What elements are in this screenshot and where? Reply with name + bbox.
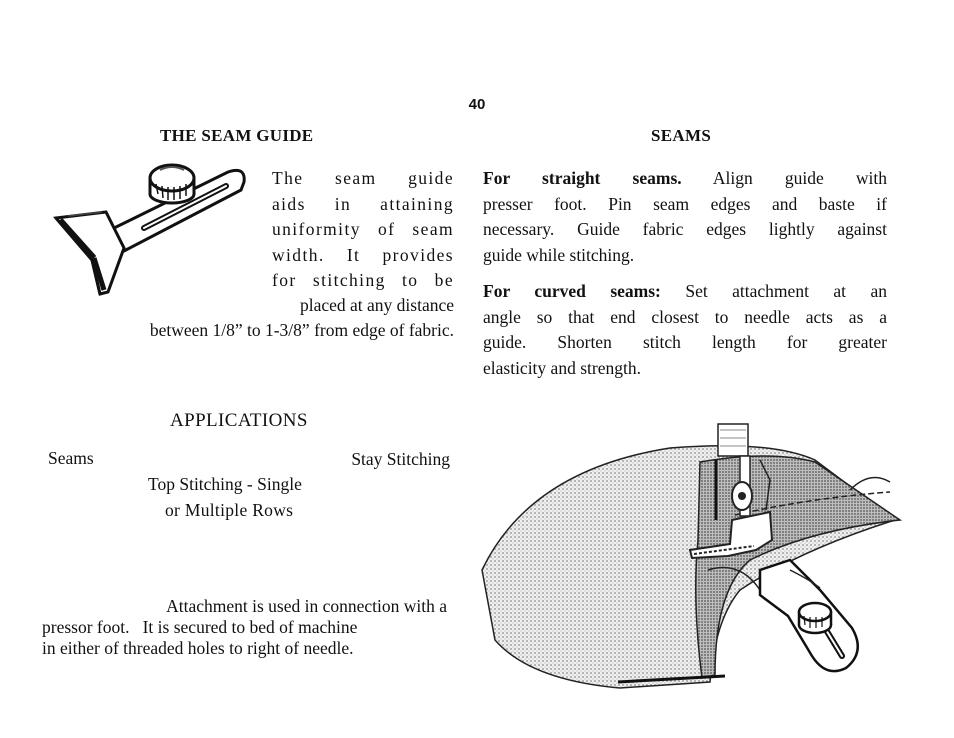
curved-line-2: angle so that end closest to needle acts as a bbox=[483, 306, 887, 327]
intro-line-2: aids in attaining bbox=[272, 193, 454, 214]
page-number: 40 bbox=[468, 96, 486, 113]
straight-line-1: Align guide with bbox=[681, 168, 888, 188]
intro-line-3: uniformity of seam bbox=[272, 219, 454, 239]
intro-line-6: placed at any distance bbox=[299, 295, 454, 315]
straight-line-3: necessary. Guide fabric edges lightly against bbox=[483, 219, 887, 239]
straight-line-4: guide while stitching. bbox=[483, 244, 635, 265]
attachment-paragraph bbox=[42, 596, 447, 659]
curved-seams-paragraph bbox=[483, 279, 887, 381]
intro-line-1: The seam guide bbox=[272, 168, 454, 188]
application-stay-stitching: Stay Stitching bbox=[351, 449, 450, 469]
attachment-line-2: pressor foot. It is secured to bed of machine bbox=[42, 617, 358, 637]
straight-seams-paragraph bbox=[483, 166, 887, 268]
seam-guide-intro bbox=[272, 166, 454, 294]
curved-line-1: Set attachment at an bbox=[660, 281, 887, 301]
seams-title: SEAMS bbox=[651, 126, 712, 145]
intro-line-4: width. It provides bbox=[272, 244, 454, 265]
curved-seams-label: For curved seams: bbox=[483, 281, 661, 301]
straight-seams-label: For straight seams. bbox=[483, 168, 682, 188]
seam-guide-title: THE SEAM GUIDE bbox=[160, 126, 314, 145]
intro-line-5: for stitching to be bbox=[272, 270, 454, 290]
application-multiple-rows: or Multiple Rows bbox=[165, 500, 294, 520]
applications-title: APPLICATIONS bbox=[170, 410, 308, 431]
curved-line-4: elasticity and strength. bbox=[483, 357, 641, 378]
attachment-line-1: Attachment is used in connection with a bbox=[166, 596, 447, 616]
curved-line-3: guide. Shorten stitch length for greater bbox=[483, 332, 887, 352]
application-seams: Seams bbox=[48, 448, 94, 468]
seam-guide-illustration bbox=[48, 160, 258, 300]
straight-line-2: presser foot. Pin seam edges and baste if bbox=[483, 193, 887, 214]
application-top-stitching: Top Stitching - Single bbox=[148, 474, 302, 494]
attachment-line-3: in either of threaded holes to right of needle. bbox=[42, 638, 354, 658]
intro-line-7: between 1/8” to 1-3/8” from edge of fabric. bbox=[149, 320, 454, 340]
curved-seam-sewing-illustration bbox=[470, 420, 910, 710]
